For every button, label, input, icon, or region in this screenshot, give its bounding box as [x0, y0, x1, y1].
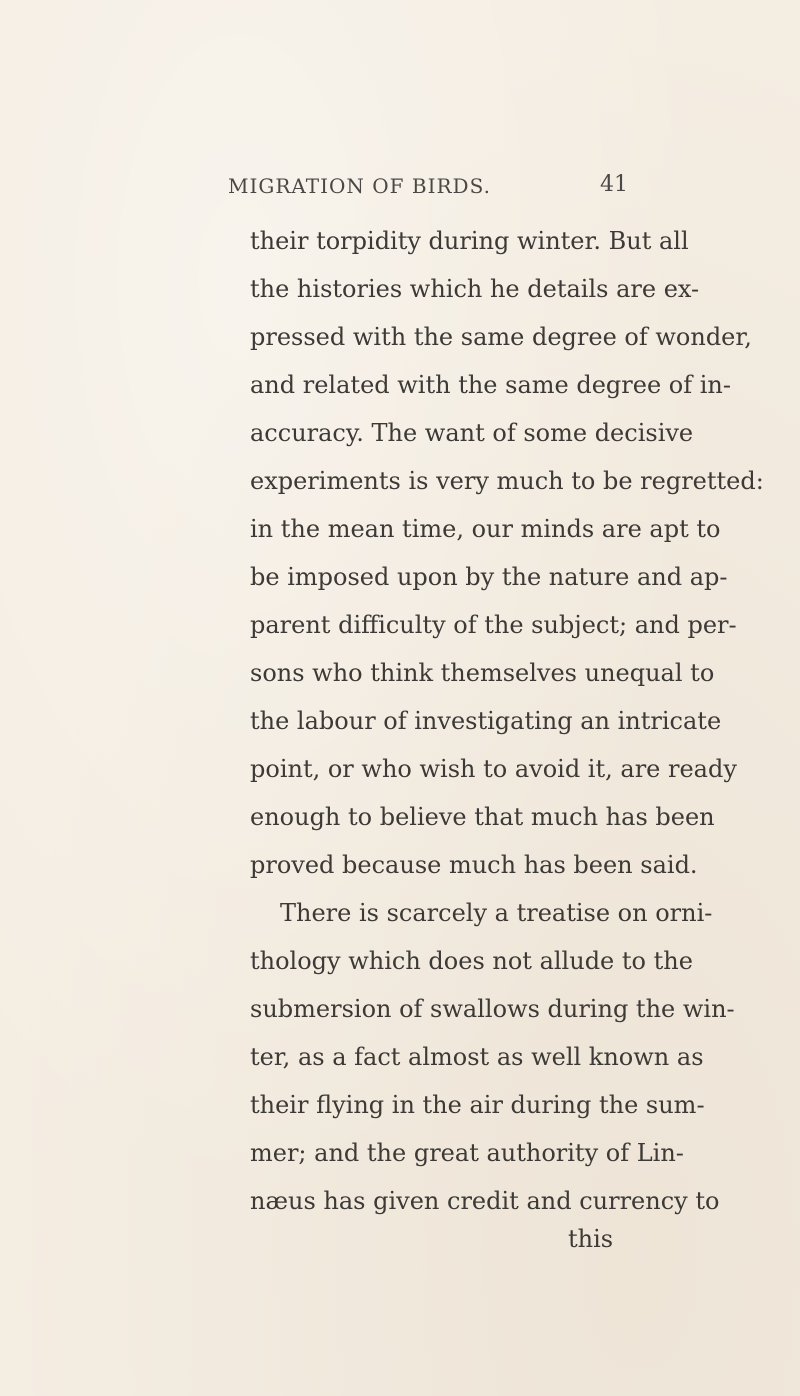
text-line: their flying in the air during the sum- — [250, 1091, 705, 1119]
text-line: pressed with the same degree of wonder, — [250, 323, 752, 351]
text-line: mer; and the great authority of Lin- — [250, 1139, 684, 1167]
text-line: parent difficulty of the subject; and per- — [250, 611, 737, 639]
text-line: ter, as a fact almost as well known as — [250, 1043, 704, 1071]
text-line: submersion of swallows during the win- — [250, 995, 735, 1023]
text-line: thology which does not allude to the — [250, 947, 693, 975]
text-line: accuracy. The want of some decisive — [250, 419, 694, 447]
text-line: in the mean time, our minds are apt to — [250, 515, 721, 543]
text-line: sons who think themselves unequal to — [250, 659, 715, 687]
running-head — [0, 170, 800, 200]
text-line: point, or who wish to avoid it, are ready — [250, 755, 737, 783]
text-line: be imposed upon by the nature and ap- — [250, 563, 728, 591]
catchword: this — [568, 1225, 614, 1253]
text-line: their torpidity during winter. But all — [250, 227, 689, 255]
text-line: næus has given credit and currency to — [250, 1187, 720, 1215]
text-line: There is scarcely a treatise on orni- — [280, 899, 713, 927]
text-line: the histories which he details are ex- — [250, 275, 700, 303]
text-line: proved because much has been said. — [250, 851, 698, 879]
running-title: MIGRATION OF BIRDS. — [228, 174, 491, 198]
text-line: and related with the same degree of in- — [250, 371, 731, 399]
page-number: 41 — [600, 172, 628, 197]
text-line: the labour of investigating an intricate — [250, 707, 722, 735]
text-line: experiments is very much to be regretted: — [250, 467, 764, 495]
text-line: enough to believe that much has been — [250, 803, 715, 831]
